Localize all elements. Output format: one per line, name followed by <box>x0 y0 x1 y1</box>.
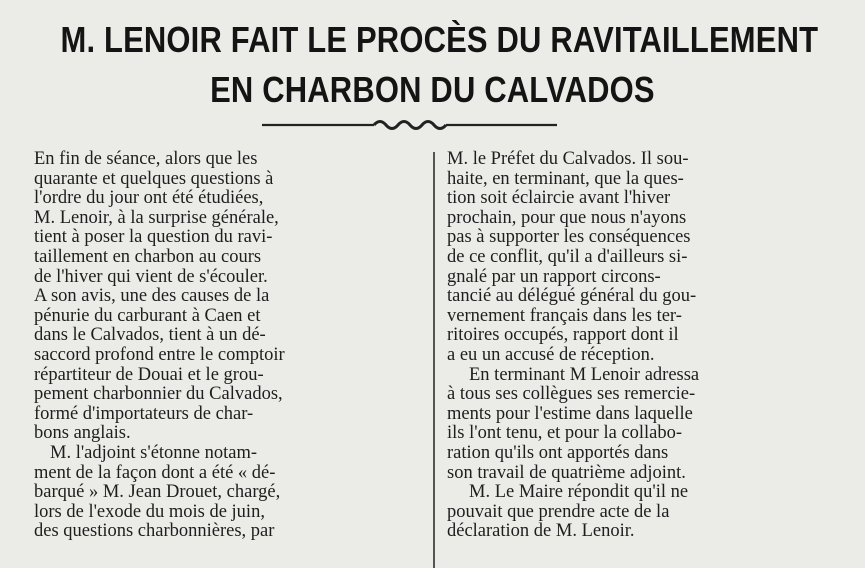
text-line: pement charbonnier du Calvados, <box>34 385 283 405</box>
text-line: dans le Calvados, tient à un dé- <box>34 326 266 346</box>
text-line: En fin de séance, alors que les <box>34 150 258 169</box>
text-line: bons anglais. <box>34 424 131 444</box>
text-line: a eu un accusé de réception. <box>447 345 655 365</box>
text-line: ments pour l'estime dans laquelle <box>447 404 693 424</box>
text-line: son travail de quatrième adjoint. <box>447 463 686 483</box>
text-line: haite, en terminant, que la ques- <box>447 169 684 189</box>
text-line: tancié au délégué général du gou- <box>447 287 697 307</box>
text-line: des questions charbonnières, par <box>34 522 275 542</box>
text-line: M. Lenoir, à la surprise générale, <box>34 208 279 228</box>
text-line: pouvait que prendre acte de la <box>447 502 670 522</box>
article-column-left <box>34 150 422 542</box>
text-line: à tous ses collègues ses remercie- <box>447 385 696 405</box>
text-line: gnalé par un rapport circons- <box>447 267 661 287</box>
text-line: vernement français dans les ter- <box>447 306 682 326</box>
headline-line-2: EN CHARBON DU CALVADOS <box>210 69 655 110</box>
text-line: M. Le Maire répondit qu'il ne <box>469 483 689 503</box>
text-line: l'ordre du jour ont été étudiées, <box>34 189 264 209</box>
wave-ornament-divider <box>262 115 557 135</box>
text-line: tient à poser la question du ravi- <box>34 228 273 248</box>
text-line: pas à supporter les conséquences <box>447 228 691 248</box>
text-line: ment de la façon dont a été « dé- <box>34 463 276 483</box>
text-line: barqué » M. Jean Drouet, chargé, <box>34 483 281 503</box>
text-line: quarante et quelques questions à <box>34 169 274 189</box>
article-column-right <box>447 150 857 542</box>
headline-line-1: M. LENOIR FAIT LE PROCÈS DU RAVITAILLEMENT <box>60 19 819 60</box>
text-line: ration qu'ils ont apportés dans <box>447 443 669 463</box>
text-line: déclaration de M. Lenoir. <box>447 522 635 542</box>
text-line: pénurie du carburant à Caen et <box>34 306 261 326</box>
text-line: tion soit éclaircie avant l'hiver <box>447 189 671 209</box>
text-line: taillement en charbon au cours <box>34 247 262 267</box>
text-line: A son avis, une des causes de la <box>34 287 270 307</box>
text-line: ils l'ont tenu, et pour la collabo- <box>447 424 683 444</box>
text-line: de l'hiver qui vient de s'écouler. <box>34 267 268 287</box>
text-line: formé d'importateurs de char- <box>34 404 254 424</box>
text-line: lors de l'exode du mois de juin, <box>34 502 265 522</box>
text-line: ritoires occupés, rapport dont il <box>447 326 679 346</box>
text-line: M. l'adjoint s'étonne notam- <box>50 443 258 463</box>
text-line: En terminant M Lenoir adressa <box>469 365 700 385</box>
text-line: M. le Préfet du Calvados. Il sou- <box>447 150 689 169</box>
text-line: de ce conflit, qu'il a d'ailleurs si- <box>447 247 688 267</box>
text-line: saccord profond entre le comptoir <box>34 345 285 365</box>
text-line: prochain, pour que nous n'ayons <box>447 208 687 228</box>
column-divider <box>433 152 435 568</box>
text-line: répartiteur de Douai et le grou- <box>34 365 264 385</box>
